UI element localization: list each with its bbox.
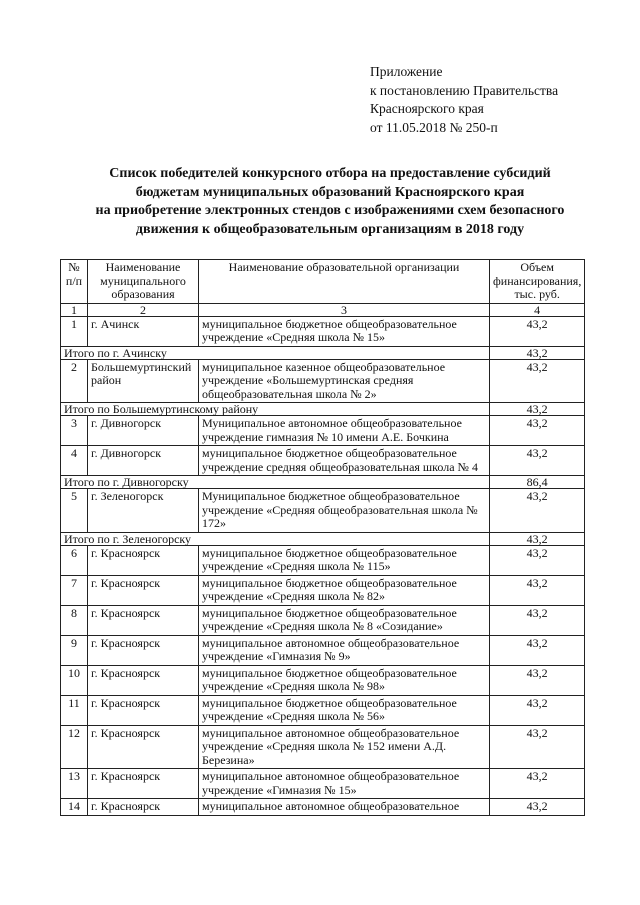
row-organization: муниципальное бюджетное общеобразовательное учреждение «Средняя школа № 98» <box>199 665 490 695</box>
title-line: движения к общеобразовательным организациям в 2018 году <box>135 221 525 237</box>
total-row <box>61 532 585 545</box>
row-organization: муниципальное бюджетное общеобразовательное учреждение «Средняя школа № 8 «Созидание» <box>199 605 490 635</box>
row-municipality: г. Дивногорск <box>88 416 199 446</box>
row-municipality: г. Красноярск <box>88 799 199 816</box>
row-amount: 43,2 <box>490 695 585 725</box>
total-amount: 86,4 <box>490 476 585 489</box>
row-organization: муниципальное бюджетное общеобразовательное учреждение «Средняя школа № 56» <box>199 695 490 725</box>
header-organization: Наименование образовательной организации <box>199 260 490 304</box>
table-body <box>61 316 585 815</box>
title-line: на приобретение электронных стендов с изображениями схем безопасного <box>95 203 565 218</box>
row-num: 7 <box>61 575 88 605</box>
header-municipality: Наименование муниципального образования <box>88 260 199 304</box>
row-num: 13 <box>61 769 88 799</box>
row-num: 2 <box>61 359 88 403</box>
row-amount: 43,2 <box>490 665 585 695</box>
row-amount: 43,2 <box>490 416 585 446</box>
row-organization: муниципальное бюджетное общеобразовательное учреждение средняя общеобразовательная школа № 4 <box>199 446 490 476</box>
row-organization: муниципальное автономное общеобразовательное учреждение «Гимназия № 9» <box>199 635 490 665</box>
title-line: бюджетам муниципальных образований Красноярского края <box>135 184 525 200</box>
row-municipality: г. Ачинск <box>88 316 199 346</box>
row-num: 5 <box>61 489 88 533</box>
row-organization: муниципальное бюджетное общеобразовательное учреждение «Средняя школа № 82» <box>199 575 490 605</box>
total-label: Итого по г. Зеленогорску <box>61 532 490 545</box>
column-number-row <box>61 303 585 316</box>
row-organization: муниципальное автономное общеобразовательное <box>199 799 490 816</box>
column-number: 2 <box>88 303 199 316</box>
row-amount: 43,2 <box>490 575 585 605</box>
row-municipality: г. Красноярск <box>88 695 199 725</box>
appendix-line: Красноярского края <box>370 101 484 116</box>
row-amount: 43,2 <box>490 769 585 799</box>
total-row <box>61 403 585 416</box>
appendix-line: от 11.05.2018 № 250-п <box>370 119 498 135</box>
table-row <box>61 695 585 725</box>
row-organization: Муниципальное автономное общеобразовательное учреждение гимназия № 10 имени А.Е. Бочкина <box>199 416 490 446</box>
column-number: 3 <box>199 303 490 316</box>
column-number: 4 <box>490 303 585 316</box>
row-num: 1 <box>61 316 88 346</box>
row-amount: 43,2 <box>490 635 585 665</box>
row-num: 9 <box>61 635 88 665</box>
row-amount: 43,2 <box>490 545 585 575</box>
row-num: 12 <box>61 725 88 769</box>
appendix-line: Приложение <box>370 64 443 79</box>
row-amount: 43,2 <box>490 799 585 816</box>
row-municipality: г. Красноярск <box>88 665 199 695</box>
row-organization: муниципальное казенное общеобразовательное учреждение «Большемуртинская средняя общеобразовательная школа № 2» <box>199 359 490 403</box>
row-municipality: г. Красноярск <box>88 575 199 605</box>
total-amount: 43,2 <box>490 532 585 545</box>
row-num: 6 <box>61 545 88 575</box>
appendix-block <box>370 63 558 137</box>
table-row <box>61 316 585 346</box>
table-row <box>61 545 585 575</box>
table-row <box>61 489 585 533</box>
row-municipality: Большемуртинский район <box>88 359 199 403</box>
total-row <box>61 346 585 359</box>
row-amount: 43,2 <box>490 446 585 476</box>
row-organization: муниципальное автономное общеобразовательное учреждение «Гимназия № 15» <box>199 769 490 799</box>
table-row <box>61 769 585 799</box>
total-amount: 43,2 <box>490 403 585 416</box>
total-label: Итого по г. Дивногорску <box>61 476 490 489</box>
row-num: 4 <box>61 446 88 476</box>
column-number: 1 <box>61 303 88 316</box>
row-num: 11 <box>61 695 88 725</box>
table-row <box>61 446 585 476</box>
table-row <box>61 799 585 816</box>
appendix-line: к постановлению Правительства <box>370 82 559 98</box>
header-num: № п/п <box>61 260 88 304</box>
row-organization: муниципальное автономное общеобразовательное учреждение «Средняя школа № 152 имени А.Д. Березина» <box>199 725 490 769</box>
row-amount: 43,2 <box>490 489 585 533</box>
row-municipality: г. Красноярск <box>88 725 199 769</box>
row-num: 14 <box>61 799 88 816</box>
row-municipality: г. Красноярск <box>88 635 199 665</box>
row-amount: 43,2 <box>490 725 585 769</box>
row-organization: Муниципальное бюджетное общеобразовательное учреждение «Средняя общеобразовательная школа № 172» <box>199 489 490 533</box>
row-amount: 43,2 <box>490 359 585 403</box>
table-row <box>61 725 585 769</box>
total-row <box>61 476 585 489</box>
row-municipality: г. Зеленогорск <box>88 489 199 533</box>
table-row <box>61 605 585 635</box>
row-num: 8 <box>61 605 88 635</box>
header-row <box>61 260 585 304</box>
table-row <box>61 575 585 605</box>
table-row <box>61 635 585 665</box>
row-municipality: г. Красноярск <box>88 545 199 575</box>
row-municipality: г. Дивногорск <box>88 446 199 476</box>
document-title <box>40 165 620 239</box>
table-row <box>61 359 585 403</box>
total-label: Итого по г. Ачинску <box>61 346 490 359</box>
total-label: Итого по Большемуртинскому району <box>61 403 490 416</box>
total-amount: 43,2 <box>490 346 585 359</box>
row-amount: 43,2 <box>490 605 585 635</box>
table-row <box>61 416 585 446</box>
row-num: 3 <box>61 416 88 446</box>
row-organization: муниципальное бюджетное общеобразовательное учреждение «Средняя школа № 115» <box>199 545 490 575</box>
row-municipality: г. Красноярск <box>88 605 199 635</box>
header-funding: Объем финансирования, тыс. руб. <box>490 260 585 304</box>
row-num: 10 <box>61 665 88 695</box>
row-municipality: г. Красноярск <box>88 769 199 799</box>
title-line: Список победителей конкурсного отбора на предоставление субсидий <box>109 166 551 181</box>
row-organization: муниципальное бюджетное общеобразовательное учреждение «Средняя школа № 15» <box>199 316 490 346</box>
winners-table <box>60 259 585 816</box>
table-row <box>61 665 585 695</box>
row-amount: 43,2 <box>490 316 585 346</box>
